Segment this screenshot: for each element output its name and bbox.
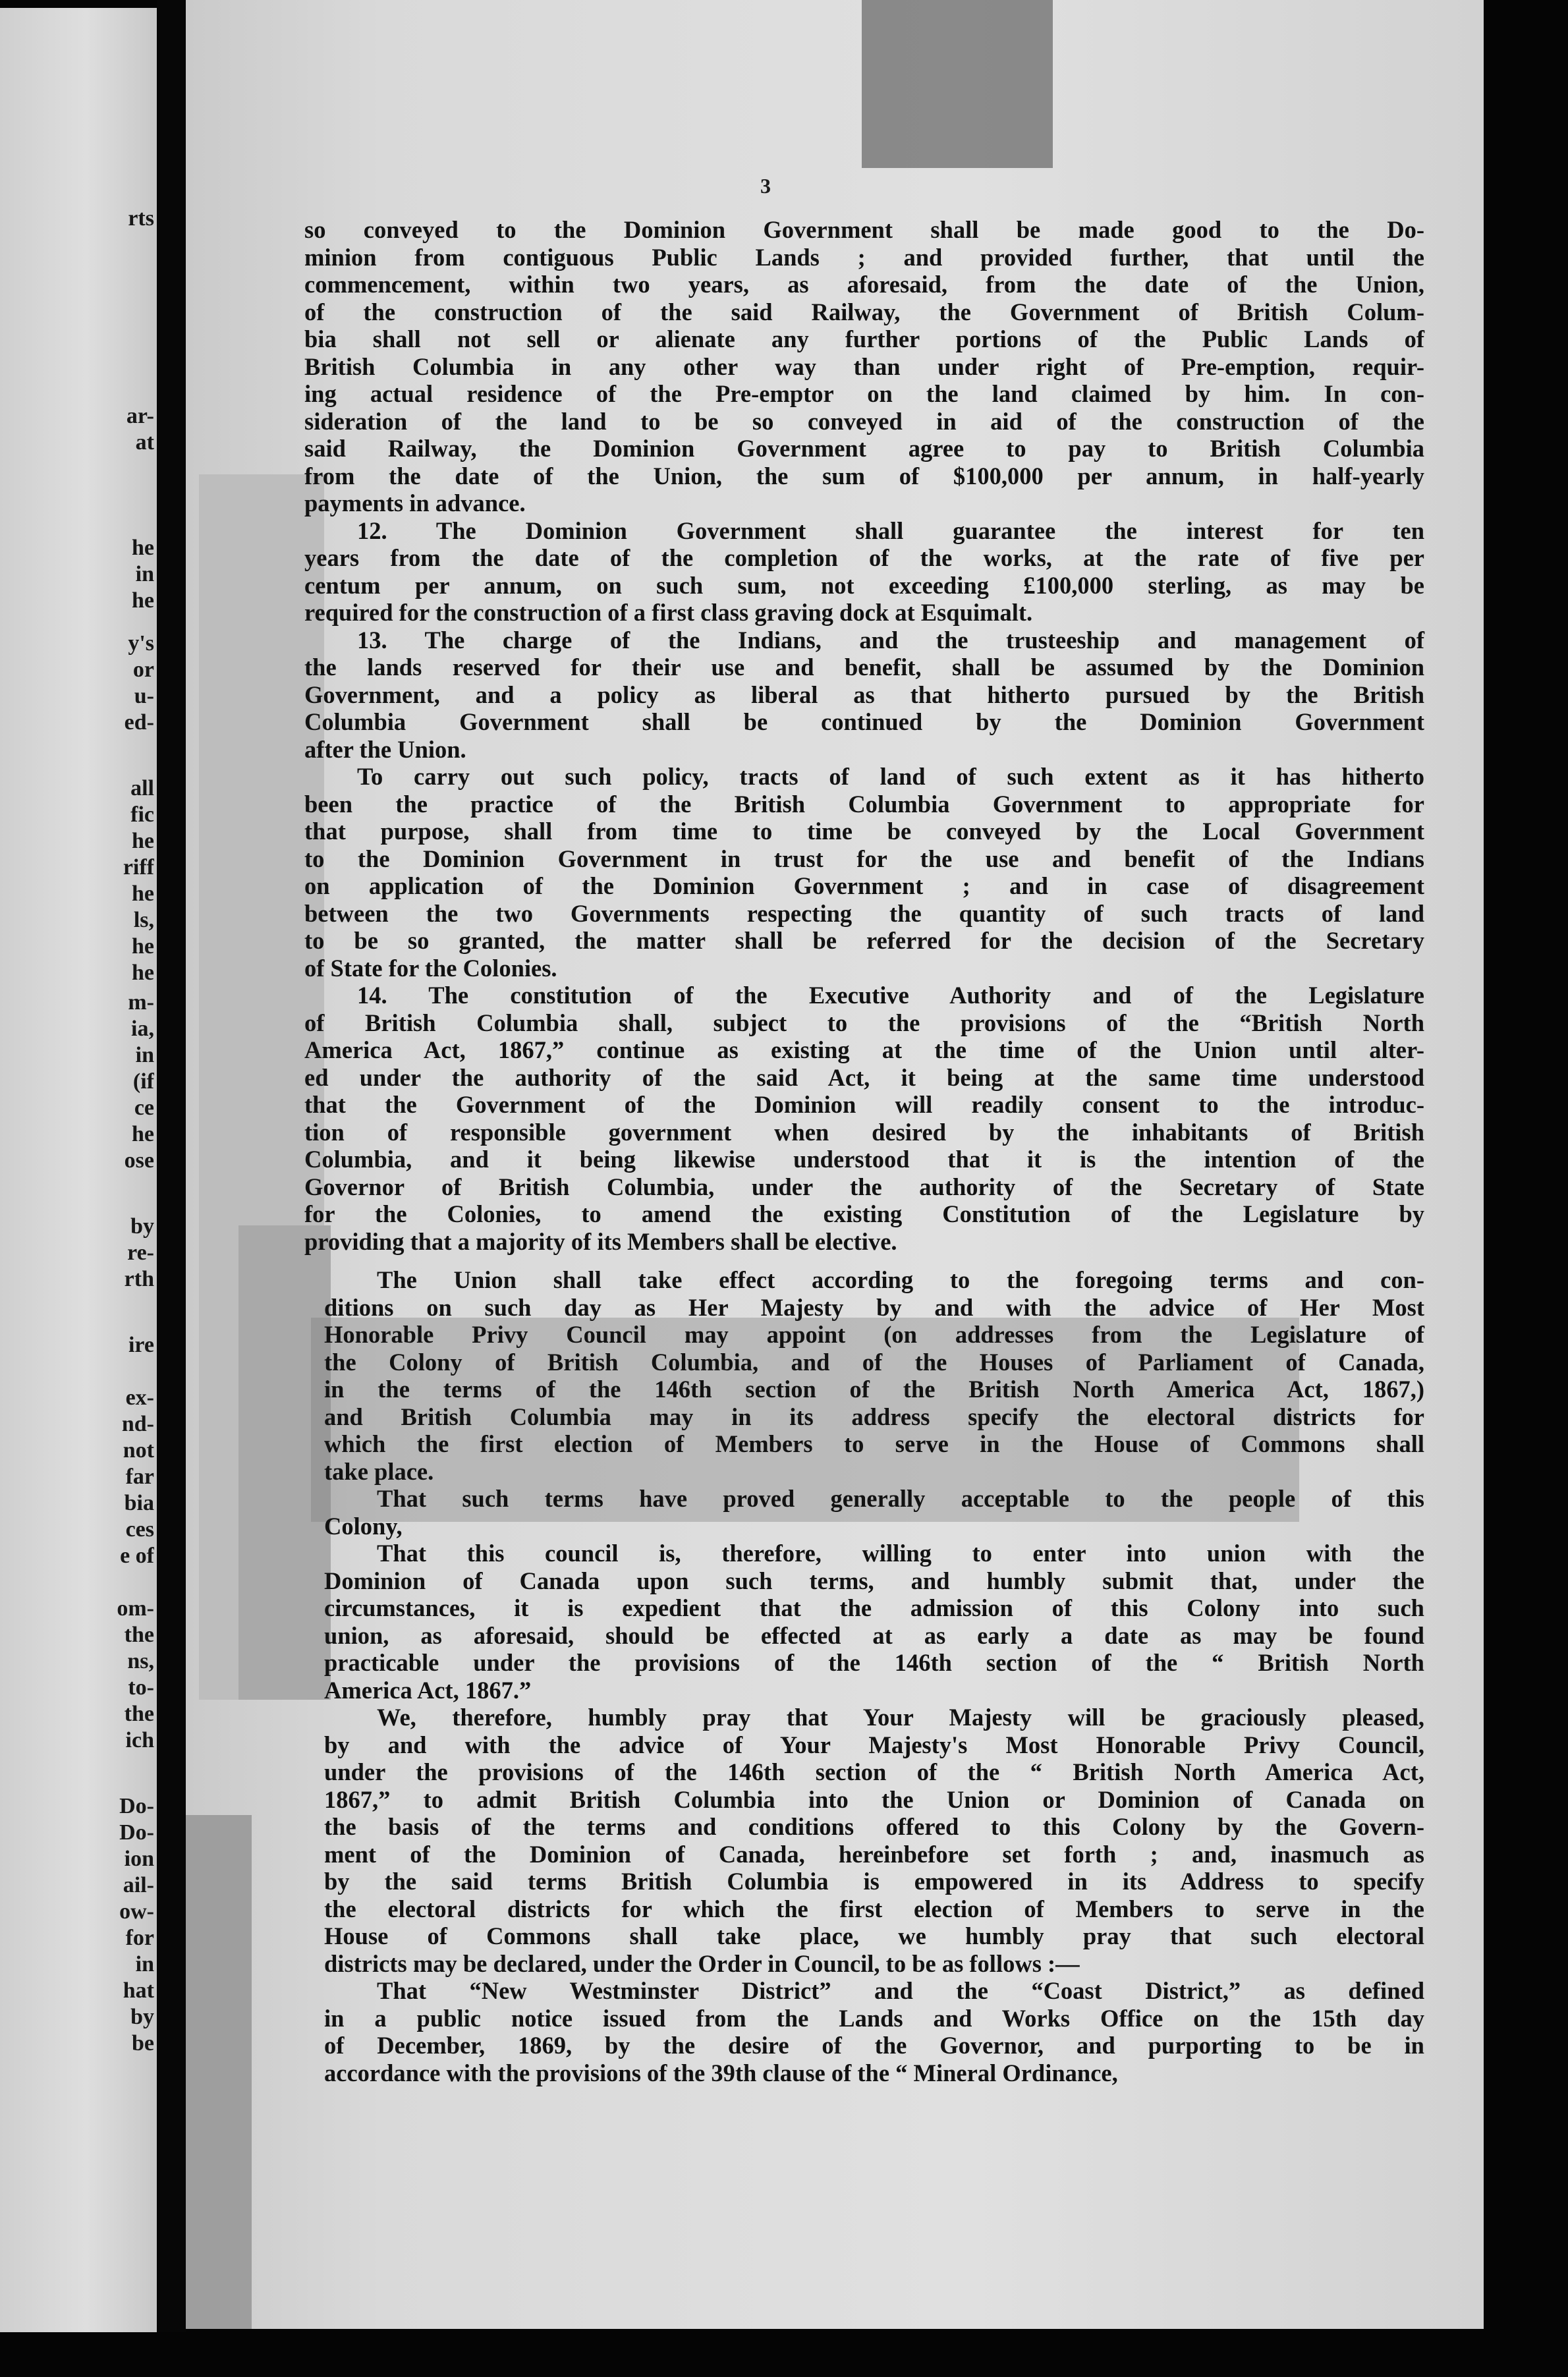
text-line: sideration of the land to be so conveyed in aid of the construction of the <box>304 407 1424 435</box>
margin-fragment: ex- <box>125 1385 154 1410</box>
text-line: Honorable Privy Council may appoint (on addresses from the Legislature of <box>324 1321 1424 1348</box>
body-text-lower <box>324 1266 1424 2086</box>
text-line: in a public notice issued from the Lands and Works Office on the 15th day <box>324 2004 1424 2032</box>
margin-fragment: to- <box>128 1675 154 1700</box>
margin-fragment: he <box>132 588 154 613</box>
text-line: Dominion of Canada upon such terms, and humbly submit that, under the <box>324 1567 1424 1594</box>
text-line: providing that a majority of its Members shall be elective. <box>304 1227 897 1255</box>
text-line: on application of the Dominion Government ; and in case of disagreement <box>304 872 1424 899</box>
text-line: from the date of the Union, the sum of $100,000 per annum, in half-yearly <box>304 462 1424 489</box>
margin-fragment: he <box>132 961 154 985</box>
margin-fragment: far <box>125 1465 154 1489</box>
margin-fragment: Do- <box>119 1820 154 1845</box>
text-line: Government, and a policy as liberal as that hitherto pursued by the British <box>304 681 1424 708</box>
text-line: commencement, within two years, as aforesaid, from the date of the Union, <box>304 271 1424 298</box>
text-line: ed under the authority of the said Act, it being at the same time understood <box>304 1063 1424 1091</box>
margin-fragment: ire <box>128 1333 154 1357</box>
margin-fragment: ar- <box>126 404 154 428</box>
text-line: House of Commons shall take place, we humbly pray that such electoral <box>324 1922 1424 1949</box>
margin-fragment: he <box>132 1122 154 1146</box>
text-line: The Union shall take effect according to the foregoing terms and con- <box>377 1266 1424 1293</box>
text-line: to be so granted, the matter shall be referred for the decision of the Secretary <box>304 927 1424 954</box>
margin-fragment: the <box>124 1702 154 1726</box>
text-line: centum per annum, on such sum, not exceeding £100,000 sterling, as may be <box>304 571 1424 599</box>
margin-fragment: by <box>130 2005 154 2029</box>
margin-fragment: all <box>130 776 154 800</box>
text-line: union, as aforesaid, should be effected at as early a date as may be found <box>324 1621 1424 1649</box>
text-line: 12. The Dominion Government shall guarantee the interest for ten <box>357 517 1424 544</box>
text-line: minion from contiguous Public Lands ; and provided further, that until the <box>304 243 1424 271</box>
margin-fragment: om- <box>117 1596 154 1621</box>
margin-fragment: (if <box>132 1069 154 1094</box>
text-line: ment of the Dominion of Canada, hereinbefore set forth ; and, inasmuch as <box>324 1840 1424 1868</box>
margin-fragment: at <box>135 430 154 455</box>
text-line: circumstances, it is expedient that the admission of this Colony into such <box>324 1594 1424 1621</box>
text-line: for the Colonies, to amend the existing Constitution of the Legislature by <box>304 1200 1424 1227</box>
text-line: of State for the Colonies. <box>304 954 557 982</box>
margin-fragment: in <box>135 1952 154 1976</box>
text-line: ing actual residence of the Pre-emptor on the land claimed by him. In con- <box>304 380 1424 407</box>
margin-fragment: ce <box>134 1096 154 1120</box>
margin-fragment: bia <box>124 1491 154 1515</box>
text-line: Columbia, and it being likewise understood that it is the intention of the <box>304 1146 1424 1173</box>
text-line: the lands reserved for their use and benefit, shall be assumed by the Dominion <box>304 654 1424 681</box>
margin-fragment: not <box>123 1438 154 1463</box>
text-line: We, therefore, humbly pray that Your Majesty will be graciously pleased, <box>377 1704 1424 1731</box>
text-line: of December, 1869, by the desire of the Governor, and purporting to be in <box>324 2032 1424 2059</box>
margin-fragment: ich <box>125 1728 154 1752</box>
margin-fragment: he <box>132 881 154 906</box>
text-line: the basis of the terms and conditions offered to this Colony by the Govern- <box>324 1813 1424 1840</box>
paper-repair-strip-bottom <box>186 1815 252 2329</box>
body-text-upper <box>304 216 1424 1255</box>
text-line: That this council is, therefore, willing to enter into union with the <box>377 1540 1424 1567</box>
margin-fragment: re- <box>127 1241 154 1265</box>
margin-fragment: u- <box>134 684 154 708</box>
text-line: and British Columbia may in its address specify the electoral districts for <box>324 1403 1424 1430</box>
text-line: 14. The constitution of the Executive Authority and of the Legislature <box>357 982 1424 1009</box>
text-line: that purpose, shall from time to time be conveyed by the Local Government <box>304 818 1424 845</box>
text-line: America Act, 1867.” <box>324 1676 532 1704</box>
margin-fragment: or <box>132 657 154 682</box>
scan-border <box>0 2332 1568 2377</box>
margin-fragment: ow- <box>119 1899 154 1924</box>
text-line: the Colony of British Columbia, and of the Houses of Parliament of Canada, <box>324 1348 1424 1376</box>
text-line: 1867,” to admit British Columbia into the Union or Dominion of Canada on <box>324 1785 1424 1813</box>
text-line: bia shall not sell or alienate any further portions of the Public Lands of <box>304 325 1424 352</box>
margin-fragment: ces <box>125 1517 154 1542</box>
text-line: practicable under the provisions of the 146th section of the “ British North <box>324 1649 1424 1676</box>
text-line: required for the construction of a first class graving dock at Esquimalt. <box>304 599 1033 626</box>
margin-fragment: nd- <box>121 1412 154 1436</box>
margin-fragment: m- <box>128 990 154 1015</box>
text-line: That such terms have proved generally acceptable to the people of this <box>377 1485 1424 1512</box>
text-line: districts may be declared, under the Order in Council, to be as follows :— <box>324 1949 1080 1977</box>
text-line: said Railway, the Dominion Government agree to pay to British Columbia <box>304 435 1424 462</box>
margin-fragment: for <box>125 1926 154 1950</box>
margin-fragment: he <box>132 536 154 560</box>
margin-fragment: in <box>135 562 154 586</box>
margin-fragment: ion <box>124 1847 154 1871</box>
margin-fragment: rts <box>128 206 154 231</box>
margin-fragment: the <box>124 1623 154 1647</box>
text-line: That “New Westminster District” and the “Coast District,” as defined <box>377 1977 1424 2004</box>
margin-fragment: be <box>132 2031 154 2055</box>
text-line: ditions on such day as Her Majesty by and with the advice of Her Most <box>324 1293 1424 1321</box>
tape-mark <box>862 0 1053 168</box>
text-line: between the two Governments respecting the quantity of such tracts of land <box>304 899 1424 927</box>
book-gutter <box>157 0 186 2377</box>
margin-fragment: ns, <box>127 1649 154 1673</box>
margin-fragment: ail- <box>123 1873 154 1897</box>
margin-fragment: he <box>132 829 154 853</box>
text-line: Governor of British Columbia, under the authority of the Secretary of State <box>304 1173 1424 1200</box>
text-line: British Columbia in any other way than under right of Pre-emption, requir- <box>304 352 1424 380</box>
margin-fragment: by <box>130 1214 154 1239</box>
margin-fragment: rth <box>124 1267 154 1291</box>
facing-page-fragment <box>0 8 157 2334</box>
margin-fragment: fic <box>130 802 154 827</box>
text-line: To carry out such policy, tracts of land of such extent as it has hitherto <box>357 763 1424 790</box>
document-page <box>186 0 1484 2329</box>
text-line: after the Union. <box>304 735 466 763</box>
margin-fragment: ia, <box>131 1017 154 1041</box>
margin-fragment: hat <box>123 1978 154 2003</box>
text-line: that the Government of the Dominion will readily consent to the introduc- <box>304 1091 1424 1118</box>
text-line: accordance with the provisions of the 39th clause of the “ Mineral Ordinance, <box>324 2059 1118 2086</box>
text-line: which the first election of Members to serve in the House of Commons shall <box>324 1430 1424 1457</box>
text-line: Colony, <box>324 1512 403 1540</box>
text-line: payments in advance. <box>304 489 526 517</box>
text-line: of the construction of the said Railway, the Government of British Colum- <box>304 298 1424 325</box>
text-line: so conveyed to the Dominion Government shall be made good to the Do- <box>304 216 1424 243</box>
text-line: the electoral districts for which the first election of Members to serve in the <box>324 1895 1424 1922</box>
text-line: Columbia Government shall be continued by the Dominion Government <box>304 708 1424 735</box>
text-line: been the practice of the British Columbia Government to appropriate for <box>304 790 1424 818</box>
text-line: America Act, 1867,” continue as existing at the time of the Union until alter- <box>304 1036 1424 1063</box>
text-line: by the said terms British Columbia is empowered in its Address to specify <box>324 1868 1424 1895</box>
margin-fragment: e of <box>120 1544 154 1568</box>
margin-fragment: he <box>132 934 154 959</box>
text-line: tion of responsible government when desired by the inhabitants of British <box>304 1118 1424 1146</box>
text-line: of British Columbia shall, subject to the provisions of the “British North <box>304 1009 1424 1036</box>
margin-fragment: in <box>135 1043 154 1067</box>
page-number: 3 <box>760 174 771 198</box>
text-line: under the provisions of the 146th section of the “ British North America Act, <box>324 1758 1424 1785</box>
margin-fragment: Do- <box>119 1794 154 1818</box>
text-line: in the terms of the 146th section of the British North America Act, 1867,) <box>324 1376 1424 1403</box>
margin-fragment: riff <box>123 855 154 880</box>
text-line: 13. The charge of the Indians, and the trusteeship and management of <box>357 626 1424 654</box>
text-line: years from the date of the completion of the works, at the rate of five per <box>304 544 1424 571</box>
text-line: by and with the advice of Your Majesty's Most Honorable Privy Council, <box>324 1731 1424 1758</box>
margin-fragment: ls, <box>133 908 154 932</box>
margin-fragment: ose <box>124 1148 154 1173</box>
margin-fragment: ed- <box>124 710 154 735</box>
text-line: take place. <box>324 1457 434 1485</box>
text-line: to the Dominion Government in trust for the use and benefit of the Indians <box>304 845 1424 872</box>
margin-fragment: y's <box>128 631 154 656</box>
